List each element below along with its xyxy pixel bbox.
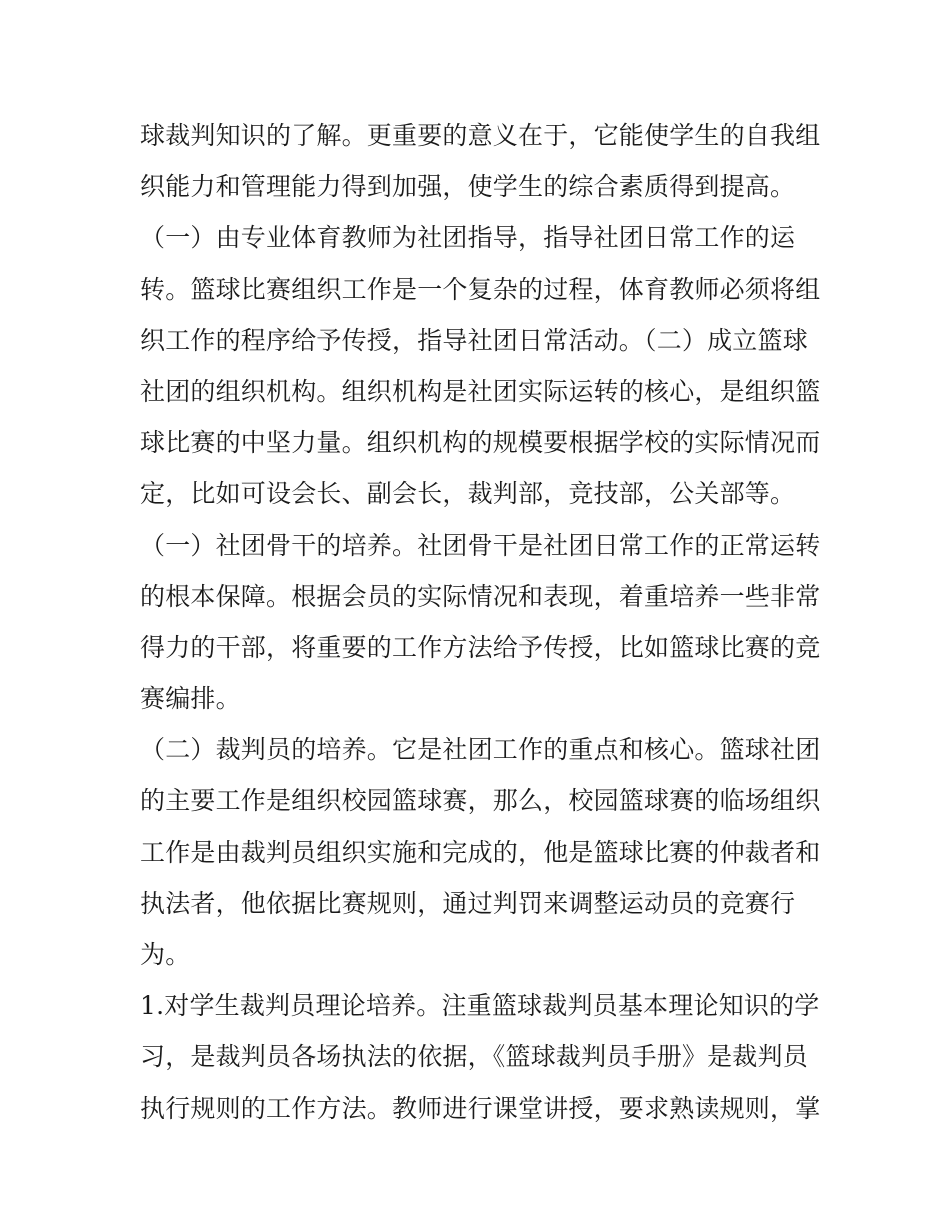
text-line: 转。篮球比赛组织工作是一个复杂的过程，体育教师必须将组 xyxy=(140,274,821,304)
text-line: （一）社团骨干的培养。社团骨干是社团日常工作的正常运转 xyxy=(140,530,821,560)
text-line: 工作是由裁判员组织实施和完成的，他是篮球比赛的仲裁者和 xyxy=(140,837,821,867)
text-line: 的主要工作是组织校园篮球赛，那么，校园篮球赛的临场组织 xyxy=(140,786,821,816)
text-line: （一）由专业体育教师为社团指导，指导社团日常工作的运 xyxy=(140,223,796,253)
text-line: 定，比如可设会长、副会长，裁判部，竞技部，公关部等。 xyxy=(140,479,796,509)
text-line: 得力的干部，将重要的工作方法给予传授，比如篮球比赛的竞 xyxy=(140,632,821,662)
text-line: 的根本保障。根据会员的实际情况和表现，着重培养一些非常 xyxy=(140,581,821,611)
text-line: （二）裁判员的培养。它是社团工作的重点和核心。篮球社团 xyxy=(140,735,821,765)
text-line: 织能力和管理能力得到加强，使学生的综合素质得到提高。 xyxy=(140,172,796,202)
text-line: 织工作的程序给予传授，指导社团日常活动。（二）成立篮球 xyxy=(140,325,808,355)
text-line: 为。 xyxy=(140,940,191,969)
body-text xyxy=(140,110,820,1134)
text-line: 执行规则的工作方法。教师进行课堂讲授，要求熟读规则，掌 xyxy=(140,1093,821,1123)
text-line: 球裁判知识的了解。更重要的意义在于，它能使学生的自我组 xyxy=(140,121,821,150)
text-line: 习，是裁判员各场执法的依据，《篮球裁判员手册》是裁判员 xyxy=(140,1042,808,1072)
text-line: 执法者，他依据比赛规则，通过判罚来调整运动员的竞赛行 xyxy=(140,888,796,918)
text-line: 球比赛的中坚力量。组织机构的规模要根据学校的实际情况而 xyxy=(140,428,821,458)
text-line: 1.对学生裁判员理论培养。注重篮球裁判员基本理论知识的学 xyxy=(140,991,820,1021)
text-line: 社团的组织机构。组织机构是社团实际运转的核心，是组织篮 xyxy=(140,376,821,406)
text-line: 赛编排。 xyxy=(140,684,241,714)
